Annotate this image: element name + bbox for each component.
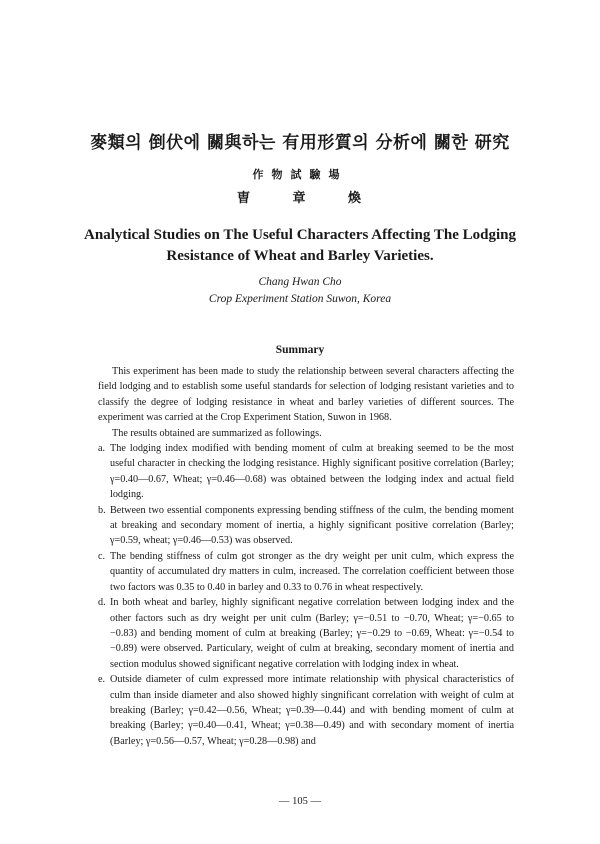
item-label: a. xyxy=(98,443,106,455)
korean-title: 麥類의 倒伏에 關與하는 有用形質의 分析에 關한 研究 xyxy=(90,133,510,153)
summary-body xyxy=(98,364,514,749)
author-affiliation: Crop Experiment Station Suwon, Korea xyxy=(208,293,392,305)
list-item xyxy=(98,503,514,549)
item-label: b. xyxy=(98,504,106,516)
list-item xyxy=(98,441,514,503)
english-title: Analytical Studies on The Useful Characters Affecting The Lodging Resistance of Wheat and Barley Varieties. xyxy=(84,227,516,264)
item-label: c. xyxy=(98,550,106,562)
korean-affiliation: 作物試驗場 xyxy=(252,168,348,181)
list-item xyxy=(98,595,514,672)
summary-heading: Summary xyxy=(275,344,325,356)
item-text: The lodging index modified with bending moment of culm at breaking seemed to be the most useful character in checking the lodging resistance. Highly significant positive correlation (Barley; γ=0.40—0.67, Wheat; γ=0.46—0.68) was obtained between the lodging index and actual field lodging. xyxy=(110,443,514,501)
item-text: Between two essential components expressing bending stiffness of the culm, the bending moment at breaking and secondary moment of inertia, a highly significant positive correlation (Barley; γ=0.59, wheat; γ=0.46—0.53) was observed. xyxy=(110,504,514,547)
list-item xyxy=(98,549,514,595)
results-intro: The results obtained are summarized as followings. xyxy=(112,427,322,439)
intro-paragraph: This experiment has been made to study the relationship between several characters affecting the field lodging and to establish some useful standards for selection of lodging resistant varieties and to classify the degree of lodging resistance in wheat and barley varieties of different sources. The experiment was carried at the Crop Experiment Station, Suwon in 1968. xyxy=(98,366,514,424)
korean-author: 曺 章 煥 xyxy=(236,191,364,206)
list-item xyxy=(98,672,514,749)
item-text: The bending stiffness of culm got stronger as the dry weight per unit culm, which express the quantity of accumulated dry matters in culm, increased. The correlation coefficient between those two factors was 0.35 to 0.40 in barley and 0.33 to 0.76 in wheat respectively. xyxy=(110,550,514,593)
author-name: Chang Hwan Cho xyxy=(258,276,342,288)
item-text: Outside diameter of culm expressed more intimate relationship with physical characteristics of culm than inside diameter and also showed highly singnificant correlation with weight of culm at breaking (Barley; γ=0.42—0.56, Wheat; γ=0.39—0.44) and with bending moment of culm at breaking (Barley; γ=0.40—0.41, Wheat; γ=0.38—0.49) and with secondary moment of inertia (Barley; γ=0.56—0.57, Wheat; γ=0.28—0.98) and xyxy=(110,674,514,747)
page-number: — 105 — xyxy=(279,796,321,807)
item-label: d. xyxy=(98,597,106,609)
item-text: In both wheat and barley, highly significant negative correlation between lodging index and the other factors such as dry weight per unit culm (Barley; γ=−0.51 to −0.70, Wheat; γ=−0.65 to −0.83) and bending moment of culm at breaking (Barley; γ=−0.29 to −0.69, Wheat: γ=−0.54 to −0.89) were observed. Particulary, weight of culm at breaking, secondary moment of inertia and section modulus showed significant negative correlation with lodging index in wheat. xyxy=(110,597,514,670)
item-label: e. xyxy=(98,674,106,686)
